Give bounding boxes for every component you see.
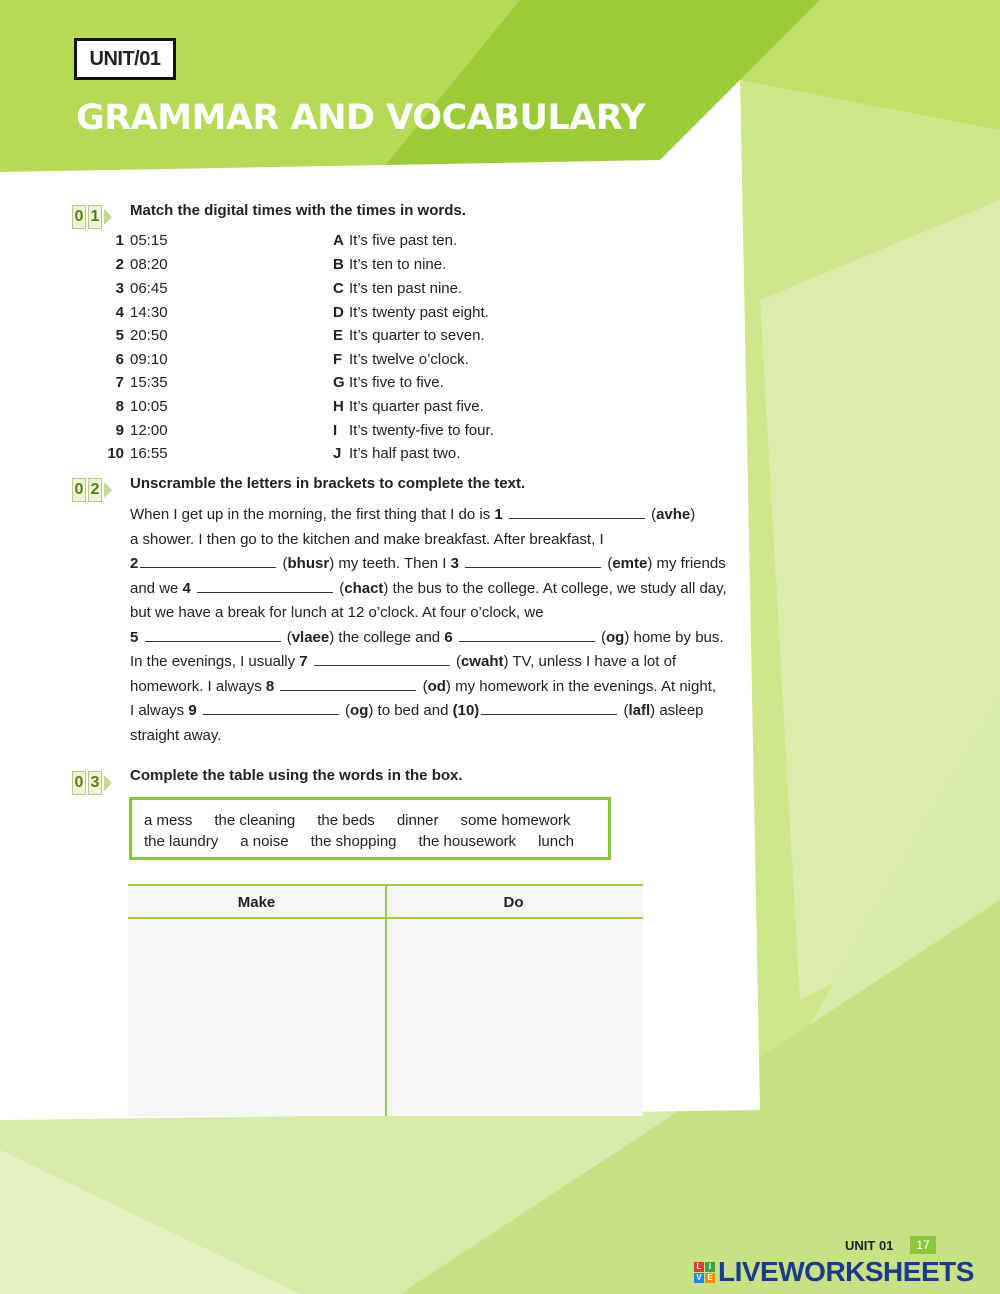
word-letter: E	[333, 327, 344, 344]
time-number: 5	[115, 327, 124, 344]
answer-blank[interactable]	[465, 553, 601, 568]
word-item	[333, 232, 457, 249]
text: (	[601, 628, 606, 646]
scrambled-word: emte	[612, 555, 648, 572]
time-item	[102, 351, 168, 368]
text: (	[455, 653, 461, 670]
word-letter: C	[333, 280, 344, 297]
time-item	[102, 232, 168, 249]
exercise-1-number	[72, 205, 112, 229]
scrambled-word: lafl	[628, 702, 651, 719]
unit-label: UNIT/01	[74, 38, 176, 80]
time-number: 8	[115, 398, 124, 415]
page-title: GRAMMAR AND VOCABULARY	[76, 98, 646, 138]
answer-blank[interactable]	[145, 627, 281, 642]
scrambled-word: vlaee	[291, 628, 330, 646]
table-header-make: Make	[237, 894, 276, 911]
text: (	[286, 628, 292, 646]
exercise-2-digit: 2	[88, 478, 102, 502]
gap-number: 5	[130, 628, 139, 646]
scrambled-word: chact	[344, 579, 384, 597]
text: ) TV, unless I have a lot of	[503, 653, 677, 670]
text: (	[339, 579, 345, 597]
answer-blank[interactable]	[140, 553, 276, 568]
exercise-1-digit: 0	[72, 205, 86, 229]
word-chip[interactable]: dinner	[396, 812, 439, 829]
time-item	[102, 374, 168, 391]
scrambled-word: avhe	[656, 506, 691, 523]
time-number: 1	[115, 232, 124, 249]
time-value: 15:35	[130, 374, 168, 391]
logo-letter: E	[705, 1273, 715, 1283]
text: and we	[130, 579, 183, 597]
gap-number: 1	[494, 506, 503, 523]
answer-blank[interactable]	[197, 578, 333, 593]
text: (	[623, 702, 629, 719]
brand-name: LIVEWORKSHEETS	[718, 1256, 974, 1287]
time-number: 10	[107, 445, 124, 462]
word-chip[interactable]: a mess	[144, 812, 193, 829]
text: (	[422, 677, 428, 695]
arrow-icon	[104, 209, 112, 225]
gap-number: 2	[130, 555, 139, 572]
word-letter: D	[333, 304, 344, 321]
word-item	[333, 422, 494, 439]
word-chip[interactable]: lunch	[538, 833, 574, 850]
text: straight away.	[130, 726, 222, 744]
text: ) to bed and	[368, 702, 453, 719]
text: (	[345, 702, 351, 719]
text: a shower. I then go to the kitchen and make breakfast. After breakfast, I	[130, 530, 604, 548]
word-chip[interactable]: the laundry	[144, 833, 219, 850]
word-value: It’s five past ten.	[349, 232, 458, 249]
word-item	[333, 351, 469, 368]
time-item	[102, 398, 168, 415]
word-item	[333, 398, 484, 415]
text: ) the bus to the college. At college, we study all day,	[383, 579, 727, 597]
text: ) my homework in the evenings. At night,	[445, 677, 717, 695]
word-chip[interactable]: the shopping	[310, 833, 397, 850]
answer-blank[interactable]	[509, 504, 645, 519]
exercise-3-digit: 0	[72, 771, 86, 795]
arrow-icon	[104, 775, 112, 791]
word-value: It’s twenty past eight.	[349, 304, 489, 321]
time-value: 08:20	[130, 256, 168, 273]
exercise-1-instruction: Match the digital times with the times in words.	[130, 202, 466, 219]
word-value: It’s twenty-five to four.	[349, 422, 494, 439]
scrambled-word: og	[350, 702, 369, 719]
gap-number: (10)	[452, 702, 480, 719]
time-number: 6	[115, 351, 124, 368]
word-value: It’s quarter past five.	[349, 398, 484, 415]
gap-number: 7	[299, 653, 308, 670]
text: (	[651, 506, 657, 523]
text: In the evenings, I usually	[130, 653, 300, 670]
text: )	[690, 506, 696, 523]
text: (	[282, 555, 288, 572]
exercise-1-digit: 1	[88, 205, 102, 229]
time-number: 7	[115, 374, 124, 391]
time-item	[102, 445, 168, 462]
word-chip[interactable]: the beds	[317, 812, 375, 829]
word-value: It’s ten past nine.	[349, 280, 463, 297]
exercise-2-number	[72, 478, 112, 502]
scrambled-word: bhusr	[287, 555, 330, 572]
text: ) my friends	[647, 555, 726, 572]
word-value: It’s ten to nine.	[349, 256, 447, 273]
make-column-dropzone[interactable]	[128, 919, 385, 1116]
time-value: 12:00	[130, 422, 168, 439]
word-chip[interactable]: a noise	[240, 833, 289, 850]
time-number: 3	[115, 280, 124, 297]
logo-letter: V	[694, 1273, 704, 1283]
time-value: 14:30	[130, 304, 168, 321]
exercise-2-digit: 0	[72, 478, 86, 502]
time-item	[102, 327, 168, 344]
word-item	[333, 327, 485, 344]
time-number: 9	[115, 422, 124, 439]
time-item	[102, 256, 168, 273]
time-value: 10:05	[130, 398, 168, 415]
text: homework. I always	[130, 677, 266, 695]
page-number: 17	[910, 1236, 936, 1254]
exercise-3-digit: 3	[88, 771, 102, 795]
word-value: It’s quarter to seven.	[349, 327, 485, 344]
time-item	[102, 280, 168, 297]
scrambled-word: od	[427, 677, 446, 695]
answer-blank[interactable]	[203, 700, 339, 715]
time-number: 2	[115, 256, 124, 273]
text: ) the college and	[329, 628, 445, 646]
exercise-2-instruction: Unscramble the letters in brackets to complete the text.	[130, 475, 526, 492]
word-letter: F	[333, 351, 343, 368]
logo-letter: I	[705, 1262, 715, 1272]
word-chip[interactable]: the cleaning	[214, 812, 296, 829]
answer-blank[interactable]	[459, 627, 595, 642]
text: ) home by bus.	[624, 628, 724, 646]
time-number: 4	[115, 304, 124, 321]
word-letter: G	[333, 374, 345, 391]
exercise-2-text	[130, 503, 730, 748]
gap-number: 9	[188, 702, 197, 719]
word-value: It’s five to five.	[349, 374, 444, 391]
word-item	[333, 445, 460, 462]
word-item	[333, 304, 489, 321]
gap-number: 3	[450, 555, 459, 572]
make-do-table	[128, 884, 643, 1116]
scrambled-word: cwaht	[460, 653, 504, 670]
arrow-icon	[104, 482, 112, 498]
exercise-3-number	[72, 771, 112, 795]
word-item	[333, 256, 446, 273]
time-value: 05:15	[130, 232, 168, 249]
text: but we have a break for lunch at 12 o’clock. At four o’clock, we	[130, 604, 544, 621]
gap-number: 6	[444, 628, 453, 646]
text: (	[607, 555, 613, 572]
word-letter: I	[333, 422, 338, 439]
scrambled-word: og	[606, 628, 625, 646]
word-chip[interactable]: some homework	[460, 812, 571, 829]
time-value: 20:50	[130, 327, 168, 344]
time-value: 09:10	[130, 351, 168, 368]
footer-unit: UNIT 01	[845, 1238, 894, 1253]
word-item	[333, 280, 462, 297]
word-chip[interactable]: the housework	[418, 833, 517, 850]
time-value: 16:55	[130, 445, 168, 462]
word-item	[333, 374, 444, 391]
word-letter: J	[333, 445, 342, 462]
text: When I get up in the morning, the first thing that I do is	[130, 506, 495, 523]
liveworksheets-logo	[694, 1256, 974, 1288]
time-value: 06:45	[130, 280, 168, 297]
word-box	[129, 797, 611, 860]
answer-blank[interactable]	[280, 676, 416, 691]
time-item	[102, 422, 168, 439]
text: ) my teeth. Then I	[329, 555, 451, 572]
time-item	[102, 304, 168, 321]
liveworksheets-icon	[694, 1262, 715, 1283]
gap-number: 4	[182, 579, 191, 597]
answer-blank[interactable]	[314, 651, 450, 666]
table-header-do: Do	[503, 894, 524, 911]
word-letter: A	[333, 232, 344, 249]
exercise-3-instruction: Complete the table using the words in the box.	[130, 767, 463, 784]
word-letter: B	[333, 256, 344, 273]
gap-number: 8	[265, 677, 275, 695]
word-value: It’s twelve o’clock.	[349, 351, 469, 368]
text: I always	[130, 702, 189, 719]
text: ) asleep	[650, 702, 704, 719]
do-column-dropzone[interactable]	[387, 919, 643, 1116]
word-value: It’s half past two.	[349, 445, 461, 462]
answer-blank[interactable]	[481, 700, 617, 715]
logo-letter: L	[694, 1262, 704, 1272]
word-letter: H	[333, 398, 344, 415]
